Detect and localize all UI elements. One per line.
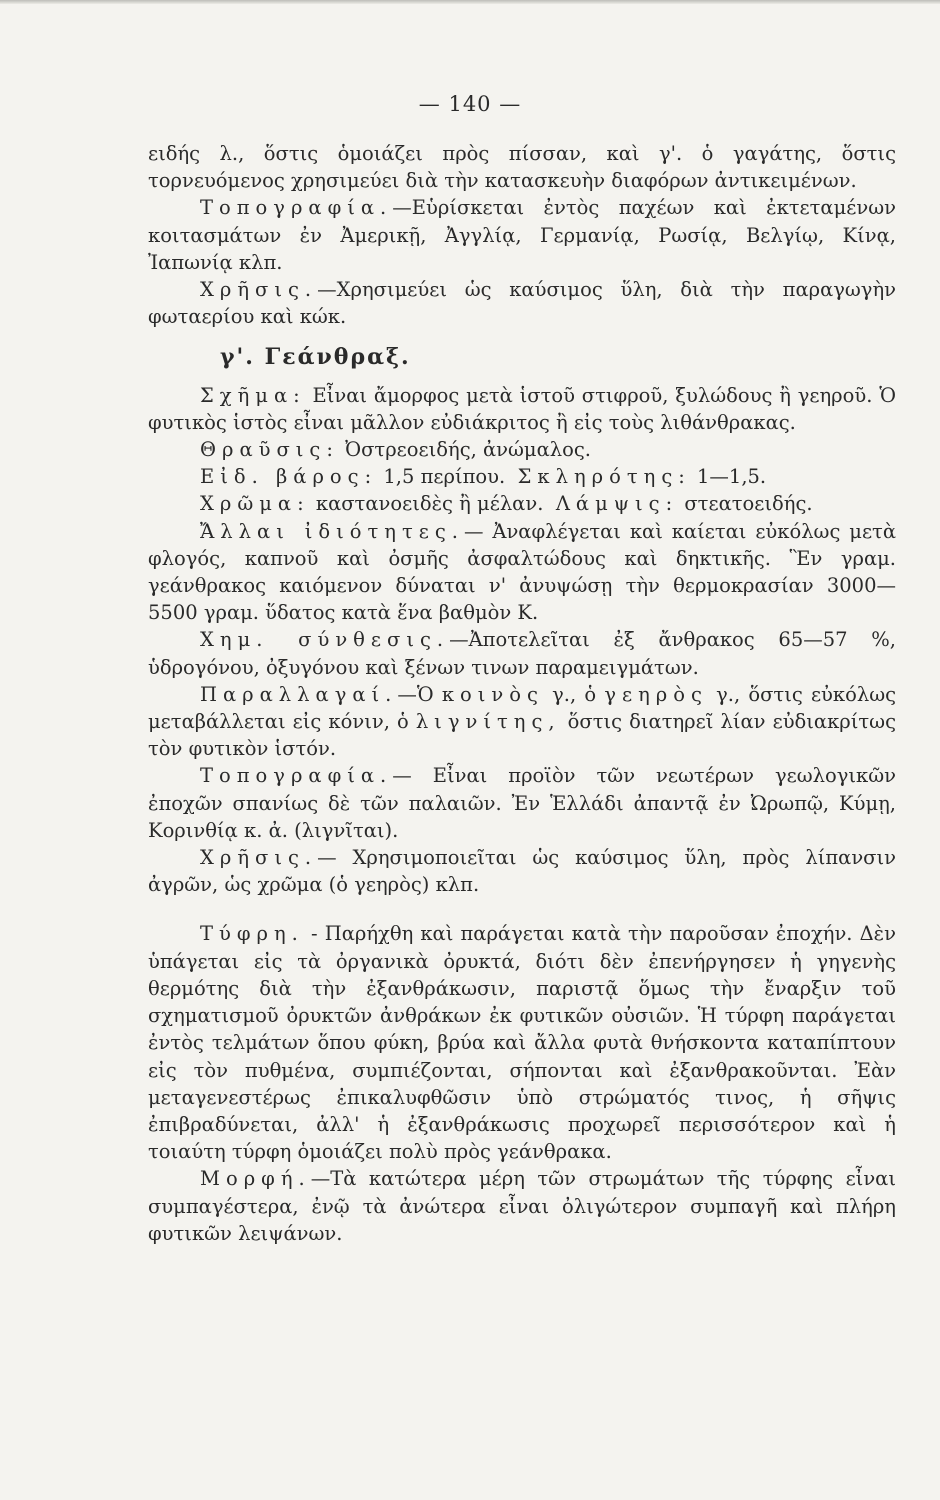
label-form: Μορφή.: [200, 1167, 311, 1191]
paragraph-color-luster: [148, 490, 896, 517]
label-hardness: Σκληρότης:: [517, 465, 691, 489]
text-luster: στεατοειδής.: [684, 492, 813, 516]
label-color: Χρῶμα:: [200, 492, 310, 516]
paragraph-chemical-composition: [148, 626, 896, 680]
page-text-column: [148, 140, 896, 1247]
section-gap: [148, 898, 896, 920]
text-varieties-b: γ., ὁ: [552, 682, 597, 706]
paragraph-shape: [148, 382, 896, 436]
text-form: —Τὰ κατώτερα μέρη τῶν στρωμάτων τῆς τύρφης εἶναι συμπαγέστερα, ἐνῷ τὰ ἀνώτερα εἶναι ὀλιγώτερον συμπαγῆ καὶ πλήρη φυτικῶν λειψάνων.: [148, 1167, 896, 1245]
label-varieties: Παραλλαγαί.: [200, 682, 398, 706]
text-shape: Εἶναι ἄμορφος μετὰ ἱστοῦ στιφροῦ, ξυλώδους ἢ γεηροῦ. Ὁ φυτικὸς ἱστὸς εἶναι μᾶλλον εὐδιάκριτος ἢ εἰς τοὺς λιθάνθρακας.: [148, 383, 896, 434]
text-use-2: — Χρησιμοποιεῖται ὡς καύσιμος ὕλη, πρὸς λίπανσιν ἀγρῶν, ὡς χρῶμα (ὁ γεηρὸς) κλπ.: [148, 846, 896, 897]
label-use-2: Χρῆσις.: [200, 846, 318, 870]
paragraph-peat: [148, 920, 896, 1165]
text-topography: —Εὑρίσκεται ἐντὸς παχέων καὶ ἐκτεταμένων κοιτασμάτων ἐν Ἀμερικῇ, Ἀγγλίᾳ, Γερμανίᾳ, Ρωσίᾳ, Βελγίῳ, Κίνᾳ, Ἰαπωνίᾳ κλπ.: [148, 196, 896, 274]
term-lignite: λιγνίτης,: [415, 710, 561, 734]
paragraph-density-hardness: [148, 463, 896, 490]
label-luster: Λάμψις:: [555, 492, 679, 516]
paragraph-topography-2: [148, 762, 896, 844]
section-heading: γ'. Γεάνθραξ.: [220, 344, 411, 371]
page-number: — 140 —: [418, 92, 522, 116]
text-hardness: 1—1,5.: [697, 465, 767, 489]
label-chemical-composition: Χημ. σύνθεσις.: [200, 628, 450, 652]
paragraph-use-2: [148, 844, 896, 898]
text-fracture: Ὀστρεοειδής, ἀνώμαλος.: [345, 438, 591, 462]
label-density: Εἰδ. βάρος:: [200, 465, 378, 489]
label-shape: Σχῆμα:: [200, 383, 306, 407]
paragraph-varieties: [148, 681, 896, 763]
paragraph-topography-1: [148, 194, 896, 276]
paragraph-form: [148, 1165, 896, 1247]
text-varieties-c: γ., ὅστις εὐκόλως μεταβάλλεται εἰς κόνιν, ὁ: [148, 682, 897, 734]
paragraph-other-properties: [148, 518, 896, 627]
paragraph-fracture: [148, 436, 896, 463]
text-peat: - Παρήχθη καὶ παράγεται κατὰ τὴν παροῦσαν ἐποχήν. Δὲν ὑπάγεται εἰς τὰ ὀργανικὰ ὀρυκτά, διότι δὲν ἐπενήργησεν ἡ γηγενὴς θερμότης διὰ τὴν ἐξανθράκωσιν, παριστᾷ ὅμως τὴν ἔναρξιν τοῦ σχηματισμοῦ ὀρυκτῶν ἀνθράκων ἐκ φυτικῶν οὐσιῶν. Ἡ τύρφη παράγεται ἐντὸς τελμάτων ὅπου φύκη, βρύα καὶ ἄλλα φυτὰ θνήσκοντα καταπίπτουν εἰς τὸν πυθμένα, συμπιέζονται, σήπονται καὶ ἐξανθρακοῦνται. Ἐὰν μεταγενεστέρως ἐπικαλυφθῶσιν ὑπὸ στρώματός τινος, ἡ σῆψις ἐπιβραδύνεται, ἀλλ' ἡ ἐξανθράκωσις προχωρεῖ περισσότερον καὶ ἡ τοιαύτη τύρφη ὁμοιάζει πολὺ πρὸς γεάνθρακα.: [148, 922, 897, 1164]
label-fracture: Θραῦσις:: [200, 438, 339, 462]
label-peat: Τύφρη.: [200, 922, 304, 946]
text-varieties-d: ὅστις διατηρεῖ λίαν εὐδιακρίτως τὸν φυτικὸν ἱστόν.: [148, 710, 897, 761]
label-topography: Τοπογραφία.: [200, 196, 393, 220]
text-density: 1,5 περίπου.: [383, 465, 506, 489]
term-common: κοινὸς: [441, 682, 544, 706]
paragraph-use-1: [148, 276, 896, 330]
text-varieties-a: —Ὁ: [397, 682, 434, 706]
label-use: Χρῆσις.: [200, 278, 318, 302]
scan-top-edge: [0, 0, 940, 4]
paragraph-varieties-end: ειδής λ., ὅστις ὁμοιάζει πρὸς πίσσαν, καὶ γ'. ὁ γαγάτης, ὅστις τορνευόμενος χρησιμεύει διὰ τὴν κατασκευὴν διαφόρων ἀντικειμένων.: [148, 142, 896, 193]
label-other-properties: Ἄλλαι ἰδιότητες.: [200, 519, 464, 543]
text-chemical-composition: —Ἀποτελεῖται ἐξ ἄνθρακος 65—57 %, ὑδρογόνου, ὀξυγόνου καὶ ξένων τινων παραμειγμάτων.: [148, 628, 896, 679]
text-other-properties: — Ἀναφλέγεται καὶ καίεται εὐκόλως μετὰ φλογός, καπνοῦ καὶ ὀσμῆς ἀσφαλτώδους καὶ δηκτικῆς. Ἓν γραμ. γεάνθρακος καιόμενον δύναται ν' ἀνυψώσῃ τὴν θερμοκρασίαν 3000—5500 γραμ. ὕδατος κατὰ ἕνα βαθμὸν Κ.: [148, 519, 896, 625]
text-color: καστανοειδὲς ἢ μέλαν.: [315, 492, 544, 516]
term-earthy: γεηρὸς: [604, 682, 708, 706]
text-use: —Χρησιμεύει ὡς καύσιμος ὕλη, διὰ τὴν παραγωγὴν φωταερίου καὶ κώκ.: [148, 278, 896, 329]
label-topography-2: Τοπογραφία.: [200, 764, 393, 788]
text-topography-2: — Εἶναι προϊὸν τῶν νεωτέρων γεωλογικῶν ἐποχῶν σπανίως δὲ τῶν παλαιῶν. Ἐν Ἑλλάδι ἀπαντᾷ ἐν Ὠρωπῷ, Κύμῃ, Κορινθίᾳ κ. ἀ. (λιγνῖται).: [148, 764, 896, 842]
